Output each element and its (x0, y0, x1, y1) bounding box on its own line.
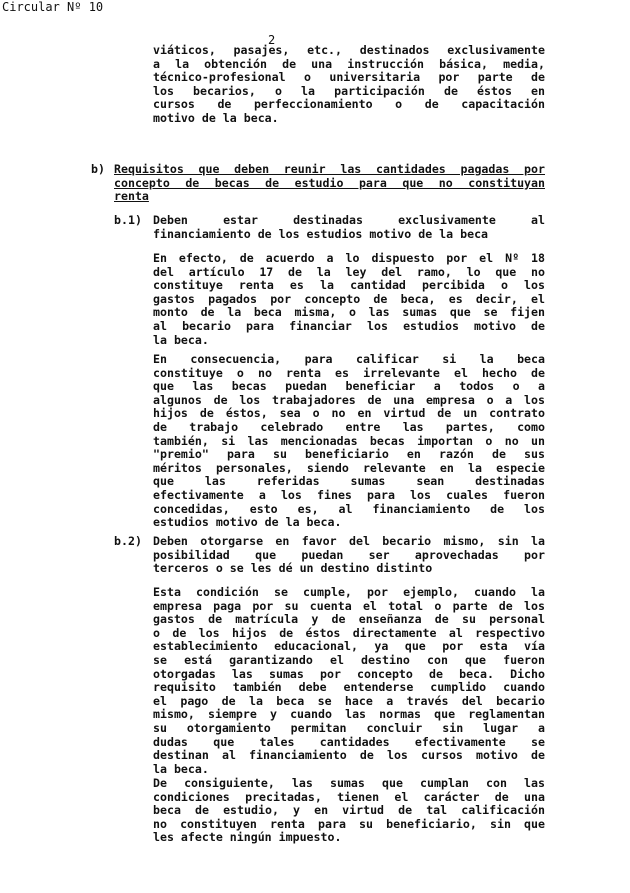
text-line: estudios motivo de la beca. (153, 516, 342, 530)
text-line: al becario para financiar los estudios motivo de (153, 319, 545, 333)
text-line: constituye renta es la cantidad percibida o los (153, 279, 545, 293)
text-line: "premio" para su beneficiario en razón de sus (153, 448, 545, 462)
page-number: 2 (268, 33, 276, 47)
text-line: otorgadas las sumas por concepto de beca. Dicho (153, 667, 545, 681)
text-line: también, si las mencionadas becas importan o no un (153, 434, 545, 448)
heading-line: terceros o se les dé un destino distinto (153, 562, 433, 576)
b1-label: b.1) (114, 213, 142, 227)
text-line: beca de estudio, y en virtud de tal calificación (153, 804, 545, 818)
text-line: les afecte ningún impuesto. (153, 831, 342, 845)
circular-header: Circular Nº 10 (2, 0, 104, 14)
text-line: gastos pagados por concepto de beca, es decir, el (153, 292, 545, 306)
text-line: concedidas, esto es, al financiamiento de los (153, 502, 545, 516)
heading-line: financiamiento de los estudios motivo de la beca (153, 227, 489, 241)
text-line: dudas que tales cantidades efectivamente se (153, 735, 545, 749)
b1-paragraph-2 (153, 353, 545, 530)
text-line: la beca. (153, 333, 209, 347)
text-line: a la obtención de una instrucción básica, media, (153, 57, 545, 71)
text-line: que las becas puedan beneficiar a todos o a (153, 380, 545, 394)
text-line: gastos de matrícula y de enseñanza de su personal (153, 613, 545, 627)
text-line: no constituyen renta para su beneficiario, sin que (153, 817, 545, 831)
heading-line: Deben otorgarse en favor del becario mismo, sin la (153, 535, 545, 548)
text-line: destinan al financiamiento de los cursos motivo de (153, 749, 545, 763)
b2-paragraph-1 (153, 586, 545, 776)
b1-heading (153, 214, 545, 241)
text-line: hijos de éstos, sea o no en virtud de un contrato (153, 407, 545, 421)
text-line: cursos de perfeccionamiento o de capacitación (153, 98, 545, 112)
text-line: empresa paga por su cuenta el total o parte de los (153, 599, 545, 613)
text-line: técnico-profesional o universitaria por parte de (153, 71, 545, 85)
text-line: su otorgamiento permitan concluir sin lugar a (153, 721, 545, 735)
text-line: o de los hijos de éstos directamente al respectivo (153, 626, 545, 640)
text-line: establecimiento educacional, ya que por esta vía (153, 640, 545, 654)
heading-line: posibilidad que puedan ser aprovechadas por (153, 548, 545, 562)
text-line: se está garantizando el destino con que fueron (153, 653, 545, 667)
b2-heading (153, 535, 545, 576)
text-line: En consecuencia, para calificar si la beca (153, 353, 545, 366)
text-line: En efecto, de acuerdo a lo dispuesto por el Nº 18 (153, 252, 545, 265)
text-line: viáticos, pasajes, etc., destinados exclusivamente (153, 44, 545, 57)
text-line: el pago de la beca se hace a través del becario (153, 694, 545, 708)
text-line: de trabajo celebrado entre las partes, como (153, 420, 545, 434)
b2-label: b.2) (114, 534, 142, 548)
text-line: De consiguiente, las sumas que cumplan con las (153, 777, 545, 790)
text-line: del artículo 17 de la ley del ramo, lo que no (153, 265, 545, 279)
title-line: concepto de becas de estudio para que no constituyan (114, 176, 545, 190)
text-line: mismo, siempre y cuando las normas que reglamentan (153, 708, 545, 722)
text-line: condiciones precitadas, tienen el carácter de una (153, 790, 545, 804)
text-line: méritos personales, siendo relevante en la especie (153, 461, 545, 475)
section-b-label: b) (91, 162, 105, 176)
text-line: algunos de los trabajadores de una empresa o a los (153, 393, 545, 407)
b2-paragraph-2 (153, 777, 545, 845)
section-b-title (114, 163, 545, 204)
text-line: requisito también debe entenderse cumplido cuando (153, 681, 545, 695)
text-line: motivo de la beca. (153, 111, 279, 125)
b1-paragraph-1 (153, 252, 545, 347)
text-line: Esta condición se cumple, por ejemplo, cuando la (153, 586, 545, 599)
text-line: la beca. (153, 762, 209, 776)
text-line: los becarios, o la participación de éstos en (153, 84, 545, 98)
intro-paragraph (153, 44, 545, 126)
text-line: constituye o no renta es irrelevante el hecho de (153, 366, 545, 380)
title-line: renta (114, 190, 149, 204)
text-line: que las referidas sumas sean destinadas (153, 475, 545, 489)
text-line: monto de la beca misma, o las sumas que se fijen (153, 306, 545, 320)
heading-line: Deben estar destinadas exclusivamente al (153, 214, 545, 227)
text-line: efectivamente a los fines para los cuales fueron (153, 488, 545, 502)
title-line: Requisitos que deben reunir las cantidades pagadas por (114, 163, 545, 176)
